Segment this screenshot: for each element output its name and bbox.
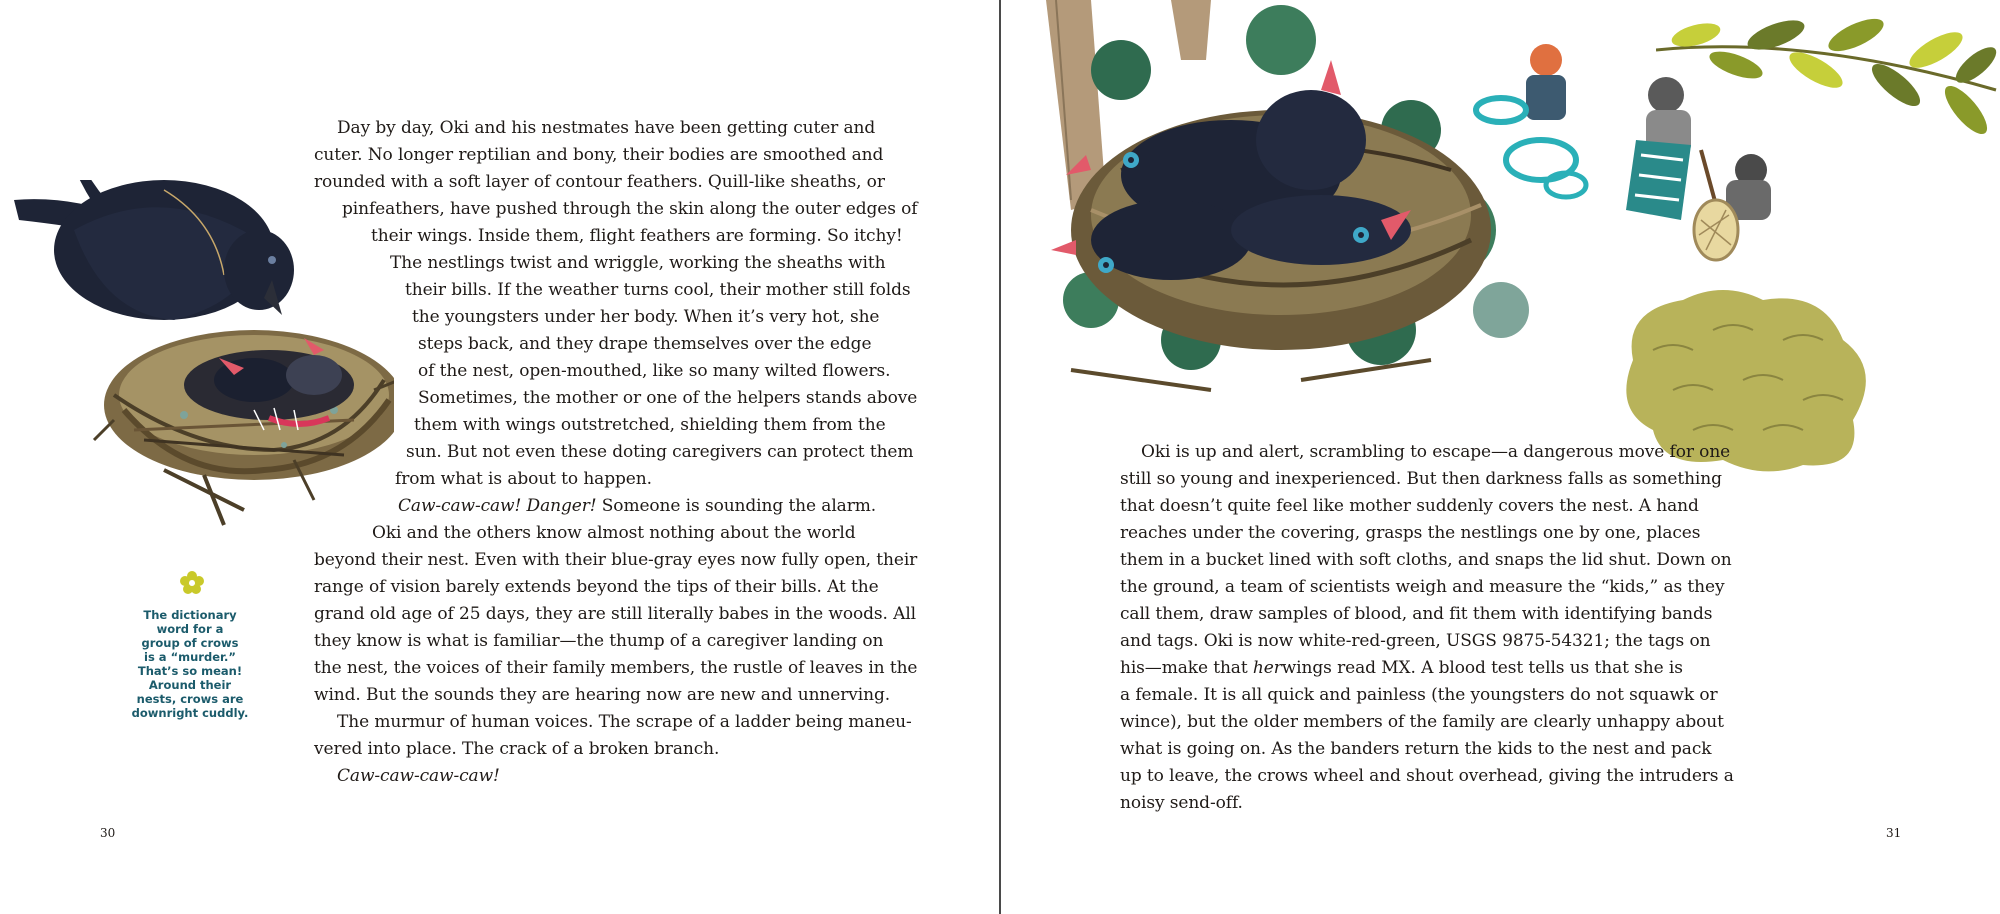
sidebar-line: downright cuddly. xyxy=(131,706,249,720)
left-line-24: vered into place. The crack of a broken branch. xyxy=(314,739,720,759)
right-line-11: wince), but the older members of the family are clearly unhappy about xyxy=(1120,712,1724,732)
left-line-11: Sometimes, the mother or one of the helpers stands above xyxy=(418,388,918,408)
left-line-closing: Caw-caw-caw-caw! xyxy=(337,766,500,786)
sidebar-line: That’s so mean! xyxy=(137,664,243,678)
left-line-8: the youngsters under her body. When it’s very hot, she xyxy=(412,307,880,327)
alarm-italic: Caw-caw-caw! Danger! xyxy=(398,496,597,516)
left-line-1: Day by day, Oki and his nestmates have been getting cuter and xyxy=(337,118,876,138)
right-line-2: still so young and inexperienced. But then darkness falls as something xyxy=(1120,469,1722,489)
left-line-23: The murmur of human voices. The scrape of a ladder being maneu- xyxy=(337,712,912,732)
right-line-7: call them, draw samples of blood, and fit them with identifying bands xyxy=(1120,604,1713,624)
left-line-14: from what is about to happen. xyxy=(395,469,652,489)
left-line-9: steps back, and they drape themselves over the edge xyxy=(418,334,872,354)
crow-on-nest-illustration xyxy=(14,180,394,550)
left-line-10: of the nest, open-mouthed, like so many wilted flowers. xyxy=(418,361,891,381)
right-line-8: and tags. Oki is now white-red-green, USGS 9875-54321; the tags on xyxy=(1120,631,1711,651)
left-line-21: the nest, the voices of their family members, the rustle of leaves in the xyxy=(314,658,918,678)
right-line-5: them in a bucket lined with soft cloths, and snaps the lid shut. Down on xyxy=(1120,550,1732,570)
alarm-rest: Someone is sounding the alarm. xyxy=(601,496,877,516)
page-number-left: 30 xyxy=(100,826,116,840)
right-line-4: reaches under the covering, grasps the nestlings one by one, places xyxy=(1120,523,1701,543)
left-line-13: sun. But not even these doting caregivers can protect them xyxy=(406,442,914,462)
left-line-12: them with wings outstretched, shielding them from the xyxy=(414,415,886,435)
right-line-9-rest: wings read MX. A blood test tells us that she is xyxy=(1281,658,1683,678)
right-line-9-prefix: his—make that xyxy=(1120,658,1253,678)
right-line-3: that doesn’t quite feel like mother suddenly covers the nest. A hand xyxy=(1120,496,1699,516)
right-line-10: a female. It is all quick and painless (the youngsters do not squawk or xyxy=(1120,685,1718,705)
right-page xyxy=(1001,0,2000,914)
left-line-6: The nestlings twist and wriggle, working the sheaths with xyxy=(390,253,886,273)
flower-icon xyxy=(179,570,205,596)
adult-crow xyxy=(14,180,294,320)
left-line-20: they know is what is familiar—the thump of a caregiver landing on xyxy=(314,631,884,651)
scientist-with-net xyxy=(1694,150,1771,260)
left-line-2: cuter. No longer reptilian and bony, their bodies are smoothed and xyxy=(314,145,884,165)
leaf-branch-illustration xyxy=(1656,10,2000,150)
sidebar-line: The dictionary xyxy=(143,608,237,622)
sidebar-line: Around their xyxy=(148,678,232,692)
sidebar-line: group of crows xyxy=(141,636,239,650)
page-number-right: 31 xyxy=(1886,826,1902,840)
left-line-4: pinfeathers, have pushed through the skin along the outer edges of xyxy=(342,199,918,219)
left-line-15 xyxy=(398,496,876,516)
right-line-14: noisy send-off. xyxy=(1120,793,1243,813)
left-line-16: Oki and the others know almost nothing about the world xyxy=(372,523,856,543)
left-line-7: their bills. If the weather turns cool, their mother still folds xyxy=(405,280,911,300)
left-line-17: beyond their nest. Even with their blue-gray eyes now fully open, their xyxy=(314,550,918,570)
scientist-with-rope xyxy=(1476,44,1586,197)
right-line-12: what is going on. As the banders return the kids to the nest and pack xyxy=(1120,739,1712,759)
left-line-3: rounded with a soft layer of contour feathers. Quill-like sheaths, or xyxy=(314,172,885,192)
right-line-13: up to leave, the crows wheel and shout overhead, giving the intruders a xyxy=(1120,766,1734,786)
sidebar-line: word for a xyxy=(156,622,224,636)
left-page xyxy=(0,0,999,914)
left-line-18: range of vision barely extends beyond the tips of their bills. At the xyxy=(314,577,879,597)
right-line-6: the ground, a team of scientists weigh and measure the “kids,” as they xyxy=(1120,577,1725,597)
left-line-5: their wings. Inside them, flight feathers are forming. So itchy! xyxy=(371,226,903,246)
right-line-9-italic: her xyxy=(1252,658,1282,678)
left-line-22: wind. But the sounds they are hearing now are new and unnerving. xyxy=(314,685,891,705)
sidebar-fact-note xyxy=(120,608,260,720)
sidebar-line: is a “murder.” xyxy=(144,650,236,664)
sidebar-line: nests, crows are xyxy=(136,692,244,706)
right-line-9 xyxy=(1120,658,1683,678)
left-line-19: grand old age of 25 days, they are still literally babes in the woods. All xyxy=(314,604,917,624)
right-line-1: Oki is up and alert, scrambling to escape—a dangerous move for one xyxy=(1141,442,1731,462)
